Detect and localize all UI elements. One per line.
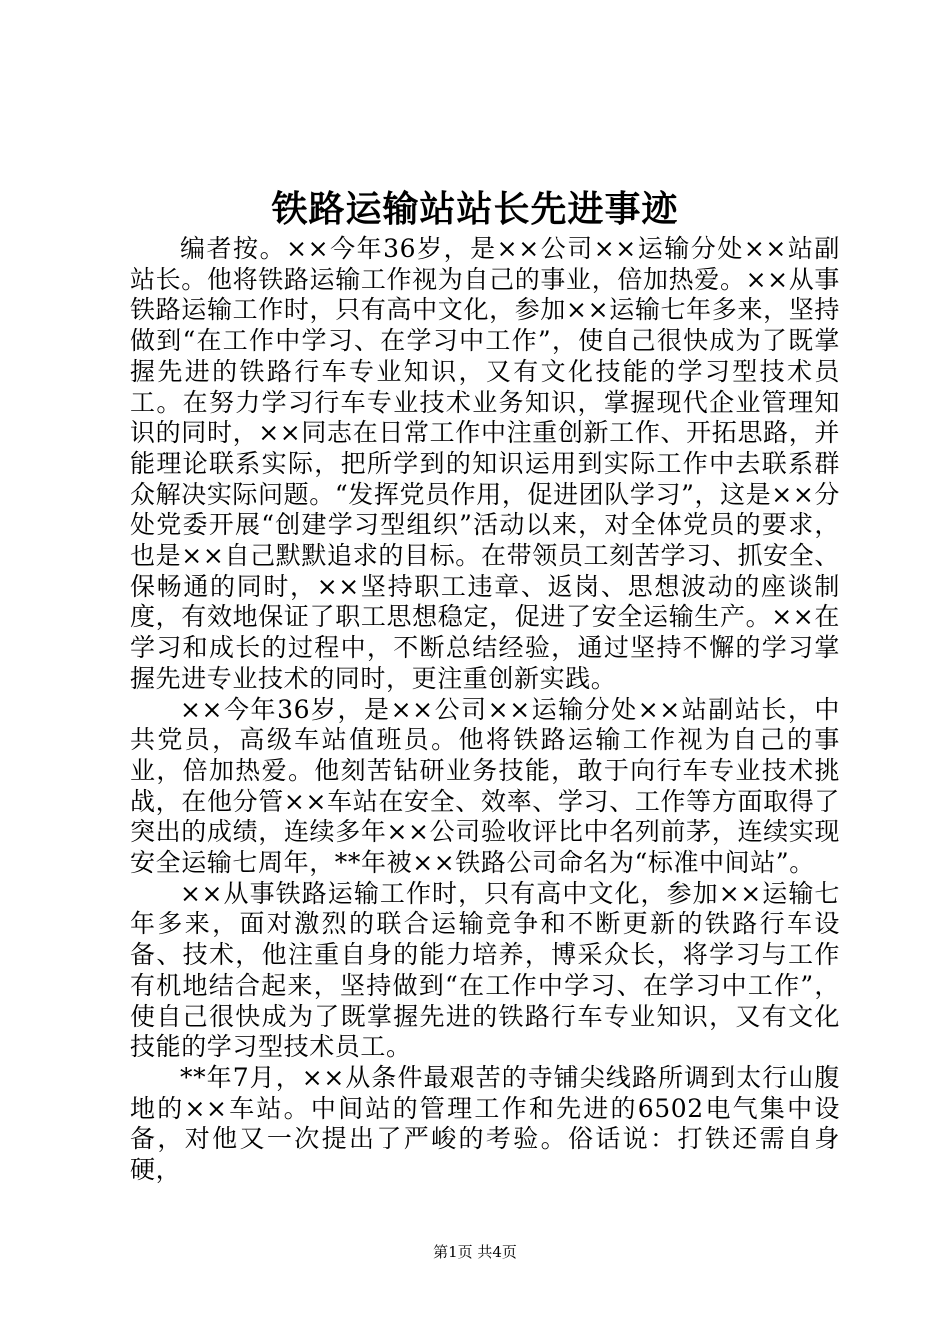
document-title: 铁路运输站站长先进事迹 bbox=[271, 188, 679, 230]
paragraph-profile: ××今年36岁，是××公司××运输分处××站副站长，中共党员，高级车站值班员。他将铁路运输工作视为自己的事业，倍加热爱。他刻苦钻研业务技能，敢于向行车专业技术挑战，在他分管××车站在安全、效率、学习、工作等方面取得了突出的成绩，连续多年××公司验收评比中名列前茅，连续实现安全运输七周年，**年被××铁路公司命名为“标准中间站”。 bbox=[130, 694, 840, 878]
paragraph-learning: ××从事铁路运输工作时，只有高中文化，参加××运输七年多来，面对激烈的联合运输竞争和不断更新的铁路行车设备、技术，他注重自身的能力培养，博采众长，将学习与工作有机地结合起来，坚持做到“在工作中学习、在学习中工作”，使自己很快成为了既掌握先进的铁路行车专业知识，又有文化技能的学习型技术员工。 bbox=[130, 878, 840, 1062]
paragraph-editor-note: 编者按。××今年36岁，是××公司××运输分处××站副站长。他将铁路运输工作视为自己的事业，倍加热爱。××从事铁路运输工作时，只有高中文化，参加××运输七年多来，坚持做到“在工作中学习、在学习中工作”，使自己很快成为了既掌握先进的铁路行车专业知识，又有文化技能的学习型技术员工。在努力学习行车专业技术业务知识，掌握现代企业管理知识的同时，××同志在日常工作中注重创新工作、开拓思路，并能理论联系实际，把所学到的知识运用到实际工作中去联系群众解决实际问题。“发挥党员作用，促进团队学习”，这是××分处党委开展“创建学习型组织”活动以来，对全体党员的要求，也是××自己默默追求的目标。在带领员工刻苦学习、抓安全、保畅通的同时，××坚持职工违章、返岗、思想波动的座谈制度，有效地保证了职工思想稳定，促进了安全运输生产。××在学习和成长的过程中，不断总结经验，通过坚持不懈的学习掌握先进专业技术的同时，更注重创新实践。 bbox=[130, 234, 840, 693]
page-number-footer: 第1页 共4页 bbox=[433, 1243, 517, 1261]
document-body bbox=[130, 234, 840, 1186]
paragraph-transfer: **年7月，××从条件最艰苦的寺铺尖线路所调到太行山腹地的××车站。中间站的管理工作和先进的6502电气集中设备，对他又一次提出了严峻的考验。俗话说：打铁还需自身硬， bbox=[130, 1062, 840, 1185]
